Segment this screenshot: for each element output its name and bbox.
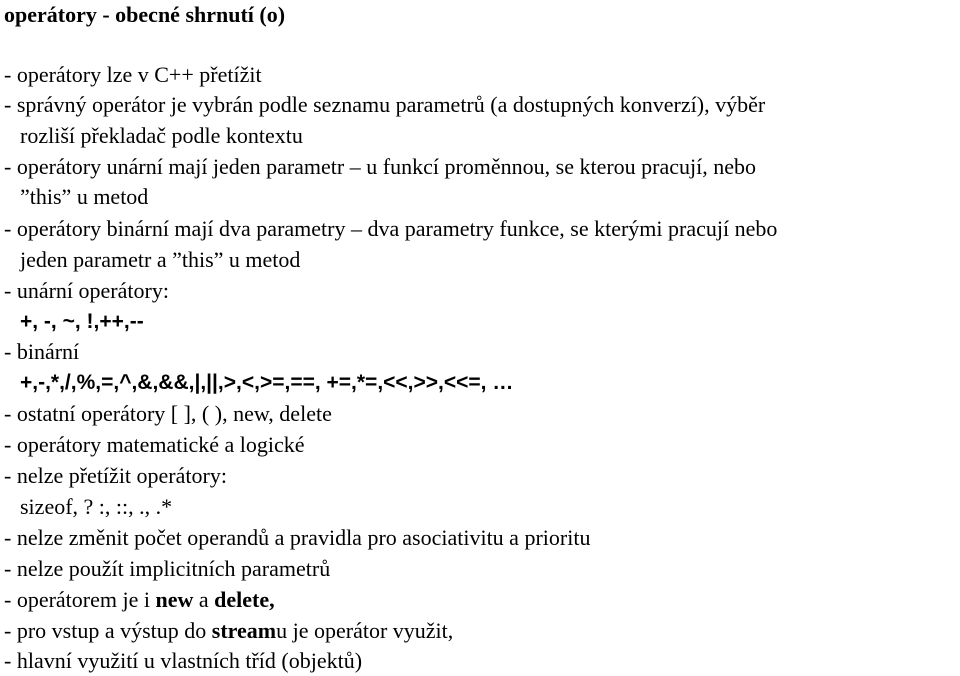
keyword-stream: stream: [211, 618, 277, 643]
text-line: - operátory unární mají jeden parametr – u funkcí proměnnou, se kterou pracují, nebo: [4, 154, 757, 179]
page-title: operátory - obecné shrnutí (o): [4, 2, 286, 27]
text-line: rozliší překladač podle kontextu: [20, 123, 303, 148]
text-line: - nelze přetížit operátory:: [4, 463, 227, 488]
text-line: - unární operátory:: [4, 278, 169, 303]
text-line: ”this” u metod: [20, 184, 149, 209]
text-line: [4, 618, 453, 644]
text-segment: a: [193, 587, 215, 612]
text-line: - hlavní využití u vlastních tříd (objektů): [4, 648, 363, 673]
text-line: jeden parametr a ”this” u metod: [20, 247, 301, 272]
keyword-new: new: [155, 587, 194, 612]
keyword-delete: delete,: [214, 587, 275, 612]
text-segment: u je operátor využit,: [276, 618, 454, 643]
text-line: - nelze změnit počet operandů a pravidla pro asociativitu a prioritu: [4, 525, 591, 550]
text-line: - binární: [4, 339, 80, 364]
text-line: - správný operátor je vybrán podle seznamu parametrů (a dostupných konverzí), výběr: [4, 92, 766, 117]
text-segment: - pro vstup a výstup do: [4, 618, 212, 643]
non-overloadable-operators-list: sizeof, ? :, ::, ., .*: [20, 494, 173, 519]
text-line: [4, 587, 275, 613]
text-line: - operátory lze v C++ přetížit: [4, 62, 262, 87]
text-line: - operátory matematické a logické: [4, 432, 305, 457]
text-line: - ostatní operátory [ ], ( ), new, delete: [4, 401, 332, 426]
binary-operators-list: +,-,*,/,%,=,^,&,&&,|,||,>,<,>=,==, +=,*=,<<,>>,<<=, …: [20, 371, 514, 394]
text-segment: - operátorem je i: [4, 587, 156, 612]
text-line: - nelze použít implicitních parametrů: [4, 556, 331, 581]
unary-operators-list: +, -, ~, !,++,--: [20, 310, 144, 333]
text-line: - operátory binární mají dva parametry – dva parametry funkce, se kterými pracují nebo: [4, 216, 778, 241]
